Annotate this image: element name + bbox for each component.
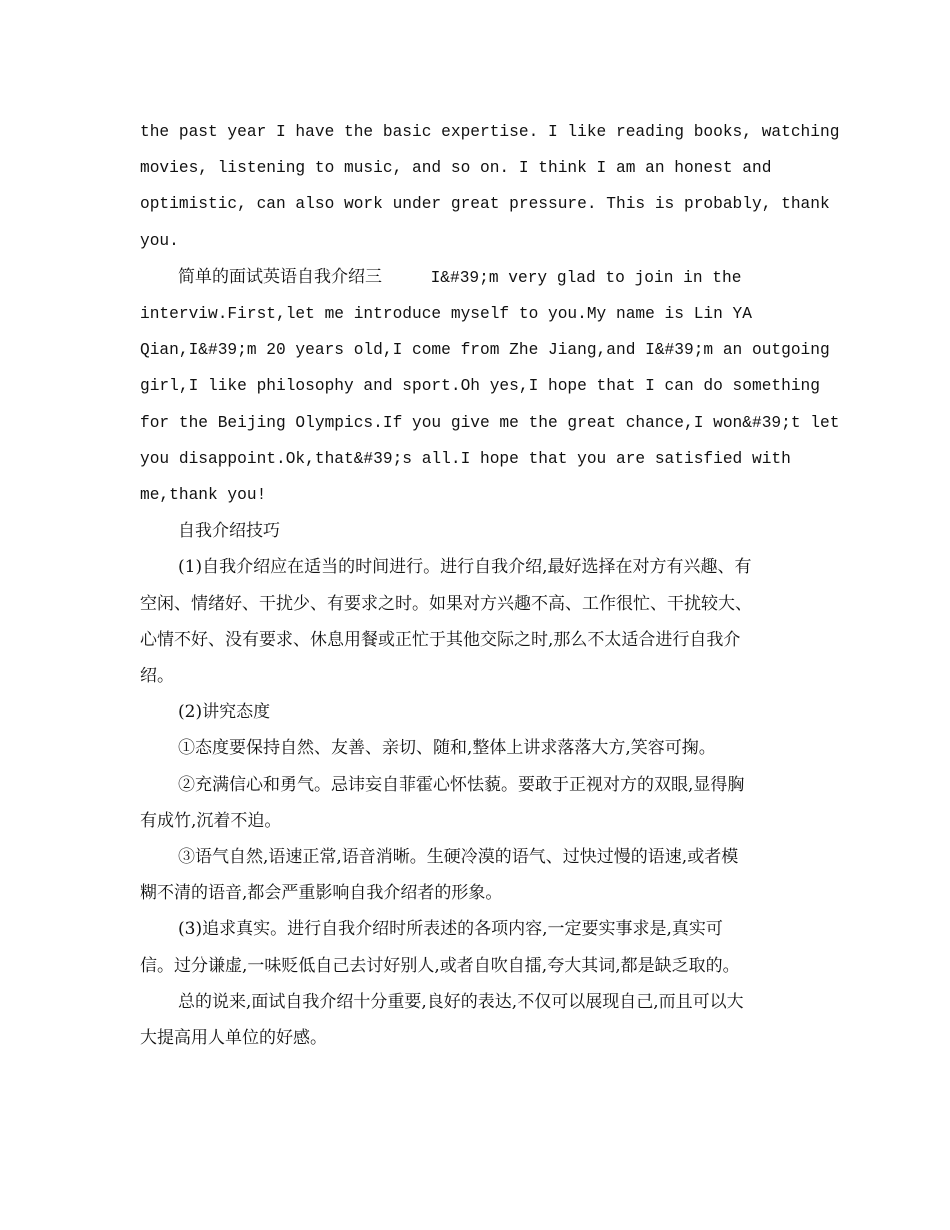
summary-paragraph (140, 984, 820, 1056)
text-line: (3)追求真实。进行自我介绍时所表述的各项内容,一定要实事求是,真实可 (178, 919, 723, 940)
tips-paragraph-2b (140, 767, 820, 839)
tips-paragraph-1 (140, 549, 820, 694)
text-line: 心情不好、没有要求、休息用餐或正忙于其他交际之时,那么不太适合进行自我介 (140, 629, 741, 650)
text-line: 绍。 (140, 666, 174, 687)
tips-paragraph-2a: ①态度要保持自然、友善、亲切、随和,整体上讲求落落大方,笑容可掬。 (178, 738, 716, 759)
tips-heading: 自我介绍技巧 (178, 521, 280, 542)
section-three-first-line (140, 259, 820, 296)
text-line: 有成竹,沉着不迫。 (140, 810, 282, 831)
section-three-paragraph (140, 259, 840, 513)
text-line: you disappoint.Ok,that&#39;s all.I hope that you are satisfied with (140, 449, 791, 468)
tips-paragraph-2-heading: (2)讲究态度 (178, 702, 271, 723)
text-line: (1)自我介绍应在适当的时间进行。进行自我介绍,最好选择在对方有兴趣、有 (178, 557, 752, 578)
text-line: interviw.First,let me introduce myself to you.My name is Lin YA (140, 305, 752, 324)
text-line: 空闲、情绪好、干扰少、有要求之时。如果对方兴趣不高、工作很忙、干扰较大、 (140, 593, 752, 614)
section-three-heading: 简单的面试英语自我介绍三 (178, 266, 382, 287)
intro-continued-paragraph (140, 114, 840, 259)
text-line: movies, listening to music, and so on. I think I am an honest and (140, 159, 772, 178)
text-line: 糊不清的语音,都会严重影响自我介绍者的形象。 (140, 883, 503, 904)
text-line: optimistic, can also work under great pressure. This is probably, thank (140, 195, 830, 214)
text-line: 总的说来,面试自我介绍十分重要,良好的表达,不仅可以展现自己,而且可以大 (178, 991, 744, 1012)
tips-paragraph-2c (140, 839, 820, 911)
text-line: I&#39;m very glad to join in the (430, 268, 742, 287)
text-line: Qian,I&#39;m 20 years old,I come from Zhe Jiang,and I&#39;m an outgoing (140, 341, 830, 360)
text-line: for the Beijing Olympics.If you give me the great chance,I won&#39;t let (140, 413, 840, 432)
text-line (382, 269, 431, 287)
document-page (140, 114, 840, 1056)
text-line: you. (140, 231, 179, 250)
text-line: me,thank you! (140, 486, 267, 505)
tips-paragraph-3 (140, 911, 820, 983)
text-line: the past year I have the basic expertise. I like reading books, watching (140, 123, 840, 141)
text-line: ②充满信心和勇气。忌讳妄自菲霍心怀怯藐。要敢于正视对方的双眼,显得胸 (178, 774, 745, 795)
text-line: 信。过分谦虚,一味贬低自己去讨好别人,或者自吹自擂,夸大其词,都是缺乏取的。 (140, 955, 740, 976)
text-line: 大提高用人单位的好感。 (140, 1028, 327, 1049)
text-line: girl,I like philosophy and sport.Oh yes,I hope that I can do something (140, 377, 820, 396)
tips-section (140, 513, 820, 1056)
text-line: ③语气自然,语速正常,语音消晰。生硬冷漠的语气、过快过慢的语速,或者模 (178, 847, 739, 868)
